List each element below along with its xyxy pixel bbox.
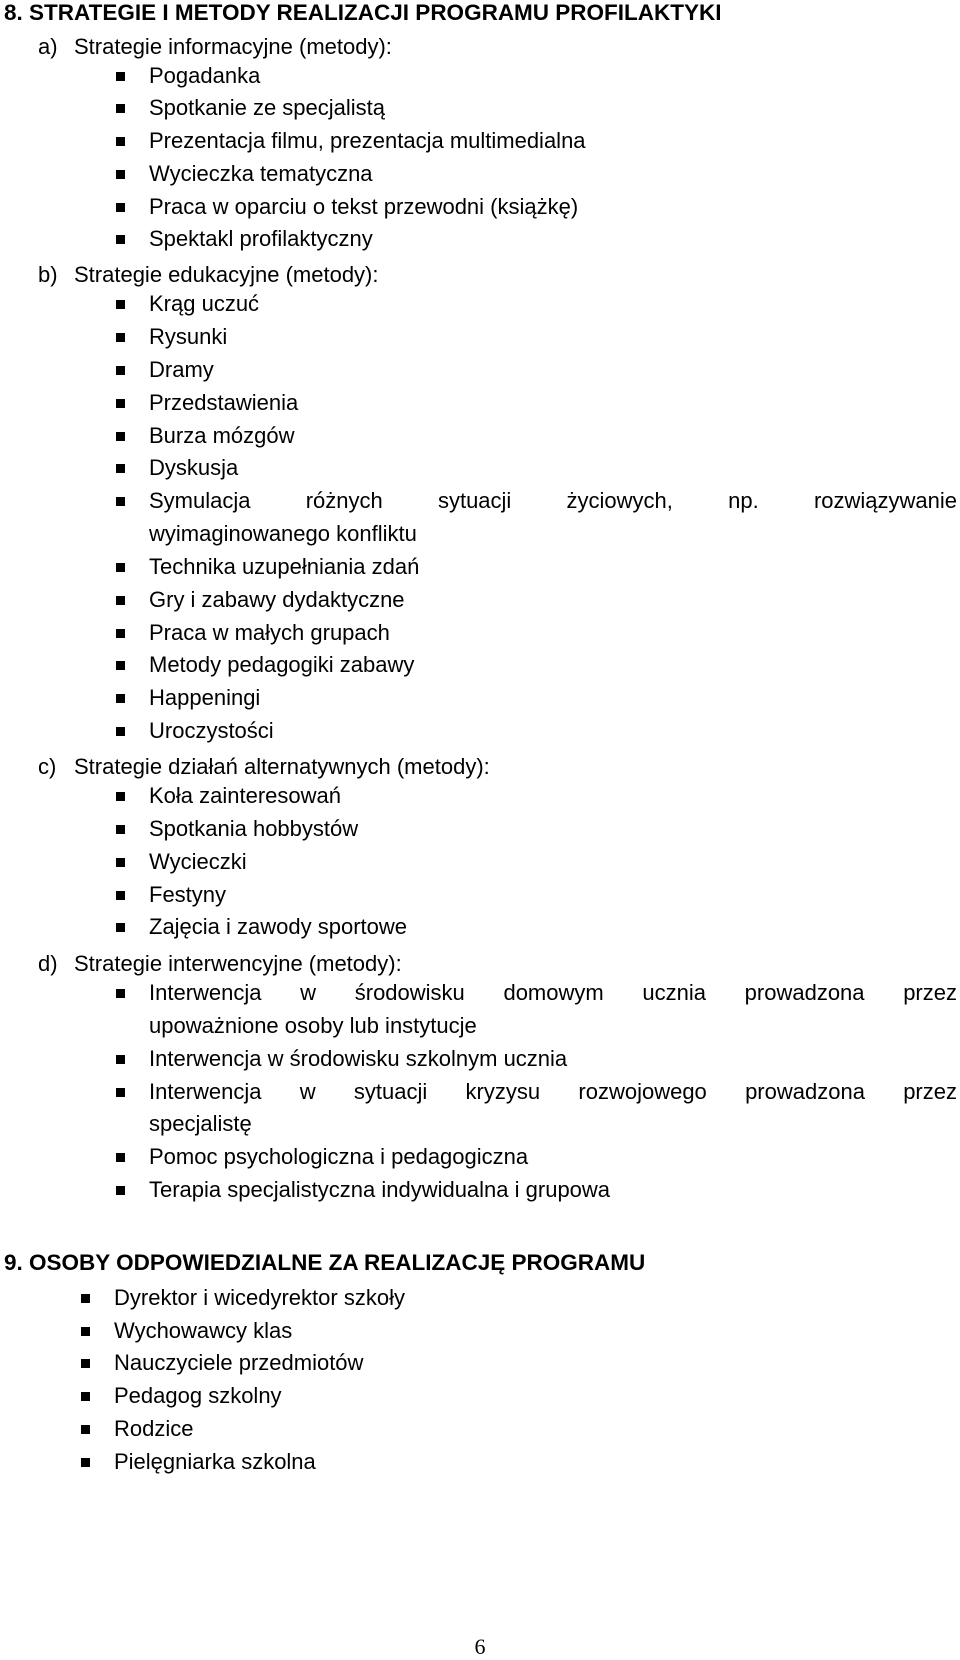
square-bullet-icon bbox=[116, 72, 125, 81]
square-bullet-icon bbox=[116, 923, 125, 932]
list-item: Rysunki bbox=[149, 321, 957, 353]
square-bullet-icon bbox=[81, 1392, 90, 1401]
list-item: Interwencja w środowisku domowym ucznia prowadzona przez bbox=[149, 977, 957, 1009]
list-item: Interwencja w środowisku szkolnym ucznia bbox=[149, 1043, 957, 1075]
list-item: Pielęgniarka szkolna bbox=[114, 1446, 954, 1478]
square-bullet-icon bbox=[116, 203, 125, 212]
list-item: Spektakl profilaktyczny bbox=[149, 223, 957, 255]
square-bullet-icon bbox=[116, 1088, 125, 1097]
subsection-a bbox=[38, 34, 392, 60]
square-bullet-icon bbox=[116, 727, 125, 736]
subsection-label: Strategie edukacyjne (metody): bbox=[74, 262, 379, 287]
page-number: 6 bbox=[474, 1634, 486, 1659]
list-item: Terapia specjalistyczna indywidualna i grupowa bbox=[149, 1174, 957, 1206]
square-bullet-icon bbox=[116, 432, 125, 441]
list-item: Pogadanka bbox=[149, 60, 957, 92]
square-bullet-icon bbox=[81, 1327, 90, 1336]
subsection-letter: b) bbox=[38, 262, 58, 287]
list-item: Metody pedagogiki zabawy bbox=[149, 649, 957, 681]
square-bullet-icon bbox=[116, 464, 125, 473]
list-item: Wycieczki bbox=[149, 846, 957, 878]
list-item: Interwencja w sytuacji kryzysu rozwojowego prowadzona przez bbox=[149, 1076, 957, 1108]
square-bullet-icon bbox=[81, 1425, 90, 1434]
subsection-c bbox=[38, 754, 490, 780]
list-item: Pedagog szkolny bbox=[114, 1380, 954, 1412]
list-item: Krąg uczuć bbox=[149, 288, 957, 320]
square-bullet-icon bbox=[116, 399, 125, 408]
square-bullet-icon bbox=[116, 629, 125, 638]
subsection-d bbox=[38, 951, 402, 977]
list-item: Symulacja różnych sytuacji życiowych, np. rozwiązywanie bbox=[149, 485, 957, 517]
square-bullet-icon bbox=[116, 989, 125, 998]
list-item: Rodzice bbox=[114, 1413, 954, 1445]
square-bullet-icon bbox=[116, 891, 125, 900]
square-bullet-icon bbox=[116, 235, 125, 244]
square-bullet-icon bbox=[116, 792, 125, 801]
subsection-label: Strategie interwencyjne (metody): bbox=[74, 951, 402, 976]
list-item: Festyny bbox=[149, 879, 957, 911]
subsection-b bbox=[38, 262, 379, 288]
square-bullet-icon bbox=[116, 1186, 125, 1195]
square-bullet-icon bbox=[116, 563, 125, 572]
subsection-letter: a) bbox=[38, 34, 58, 59]
list-item: Dramy bbox=[149, 354, 957, 386]
list-item: Burza mózgów bbox=[149, 420, 957, 452]
square-bullet-icon bbox=[116, 300, 125, 309]
square-bullet-icon bbox=[116, 1055, 125, 1064]
square-bullet-icon bbox=[116, 661, 125, 670]
square-bullet-icon bbox=[81, 1458, 90, 1467]
square-bullet-icon bbox=[81, 1359, 90, 1368]
list-item: Gry i zabawy dydaktyczne bbox=[149, 584, 957, 616]
list-item: Dyrektor i wicedyrektor szkoły bbox=[114, 1282, 954, 1314]
list-item: Przedstawienia bbox=[149, 387, 957, 419]
list-item: Dyskusja bbox=[149, 452, 957, 484]
square-bullet-icon bbox=[116, 497, 125, 506]
section-9-heading: 9. OSOBY ODPOWIEDZIALNE ZA REALIZACJĘ PROGRAMU bbox=[4, 1250, 646, 1275]
list-item-continuation: upoważnione osoby lub instytucje bbox=[149, 1013, 477, 1038]
subsection-label: Strategie informacyjne (metody): bbox=[74, 34, 392, 59]
list-item: Nauczyciele przedmiotów bbox=[114, 1347, 954, 1379]
square-bullet-icon bbox=[116, 694, 125, 703]
list-item: Wycieczka tematyczna bbox=[149, 158, 957, 190]
list-item: Uroczystości bbox=[149, 715, 957, 747]
square-bullet-icon bbox=[116, 137, 125, 146]
list-item: Koła zainteresowań bbox=[149, 780, 957, 812]
subsection-letter: d) bbox=[38, 951, 58, 976]
list-item-continuation: specjalistę bbox=[149, 1111, 252, 1136]
square-bullet-icon bbox=[116, 170, 125, 179]
subsection-label: Strategie działań alternatywnych (metody): bbox=[74, 754, 490, 779]
square-bullet-icon bbox=[116, 366, 125, 375]
list-item: Prezentacja filmu, prezentacja multimedialna bbox=[149, 125, 957, 157]
square-bullet-icon bbox=[116, 104, 125, 113]
list-item: Zajęcia i zawody sportowe bbox=[149, 911, 957, 943]
list-item: Spotkanie ze specjalistą bbox=[149, 92, 957, 124]
square-bullet-icon bbox=[116, 825, 125, 834]
list-item-continuation: wyimaginowanego konfliktu bbox=[149, 521, 417, 546]
square-bullet-icon bbox=[116, 1153, 125, 1162]
list-item: Spotkania hobbystów bbox=[149, 813, 957, 845]
list-item: Happeningi bbox=[149, 682, 957, 714]
list-item: Pomoc psychologiczna i pedagogiczna bbox=[149, 1141, 957, 1173]
square-bullet-icon bbox=[116, 596, 125, 605]
square-bullet-icon bbox=[81, 1294, 90, 1303]
list-item: Praca w oparciu o tekst przewodni (książkę) bbox=[149, 191, 957, 223]
subsection-letter: c) bbox=[38, 754, 57, 779]
square-bullet-icon bbox=[116, 333, 125, 342]
square-bullet-icon bbox=[116, 858, 125, 867]
list-item: Wychowawcy klas bbox=[114, 1315, 954, 1347]
list-item: Technika uzupełniania zdań bbox=[149, 551, 957, 583]
section-8-heading: 8. STRATEGIE I METODY REALIZACJI PROGRAMU PROFILAKTYKI bbox=[4, 0, 722, 25]
list-item: Praca w małych grupach bbox=[149, 617, 957, 649]
